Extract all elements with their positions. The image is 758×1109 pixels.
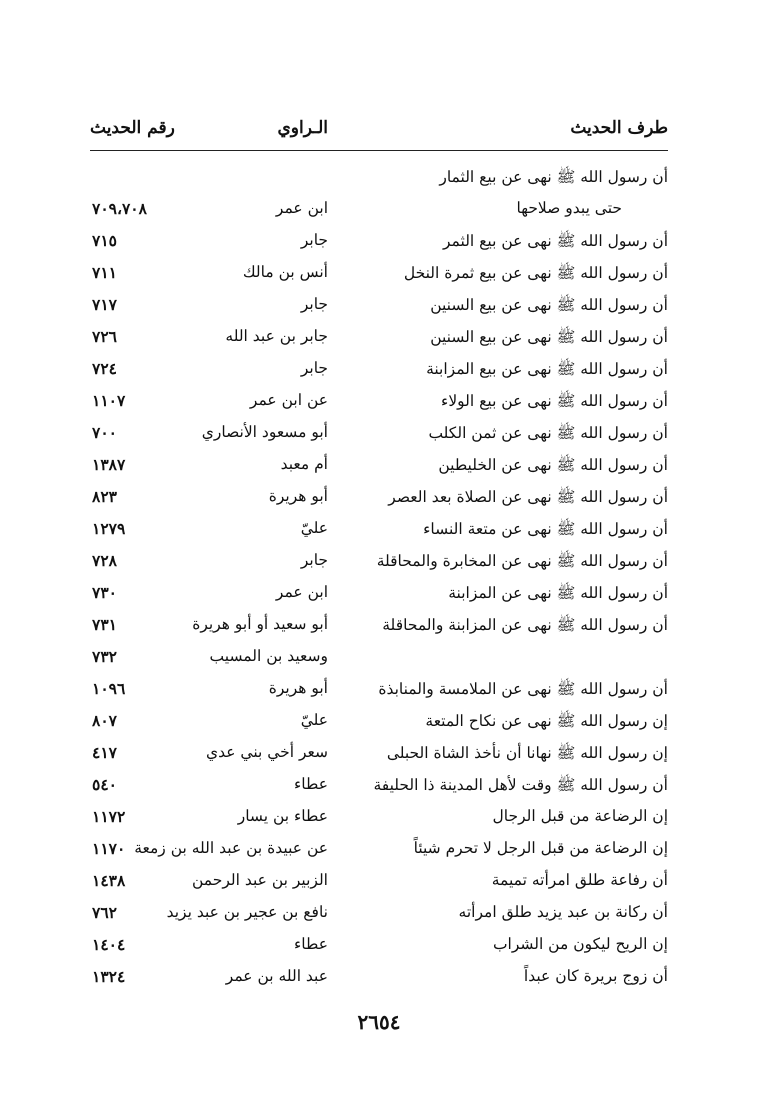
table-row bbox=[90, 163, 668, 195]
narrator-cell: سعر أخي بني عدي bbox=[205, 743, 328, 761]
hadith-tip-cell: أن رسول الله ﷺ نهى عن المخابرة والمحاقلة bbox=[376, 552, 668, 570]
table-row bbox=[90, 899, 668, 931]
hadith-number-cell: ١٢٧٩ bbox=[92, 519, 126, 538]
hadith-tip-cell: أن رسول الله ﷺ نهى عن المزابنة والمحاقلة bbox=[382, 616, 668, 634]
table-row bbox=[90, 835, 668, 867]
table-row bbox=[90, 291, 668, 323]
table-row bbox=[90, 771, 668, 803]
hadith-number-cell: ٧٢٤ bbox=[92, 359, 117, 378]
narrator-cell: عبد الله بن عمر bbox=[225, 967, 328, 985]
hadith-tip-cell: إن الرضاعة من قبل الرجال bbox=[492, 807, 668, 825]
narrator-cell: عطاء بن يسار bbox=[237, 807, 328, 825]
hadith-tip-cell: إن الرضاعة من قبل الرجل لا تحرم شيئاً bbox=[413, 839, 668, 857]
hadith-number-cell: ٧١٥ bbox=[92, 231, 117, 250]
table-row bbox=[90, 643, 668, 675]
narrator-cell: نافع بن عجير بن عبد يزيد bbox=[166, 903, 328, 921]
hadith-number-cell: ٧١٧ bbox=[92, 295, 117, 314]
hadith-number-cell: ٧٠٠ bbox=[92, 423, 117, 442]
header-divider bbox=[90, 150, 668, 151]
hadith-number-cell: ٨٠٧ bbox=[92, 711, 117, 730]
narrator-cell: أنس بن مالك bbox=[242, 263, 328, 281]
hadith-number-cell: ١٤٣٨ bbox=[92, 871, 126, 890]
narrator-cell: جابر bbox=[300, 231, 328, 249]
hadith-number-cell: ٧٢٦ bbox=[92, 327, 117, 346]
narrator-cell: وسعيد بن المسيب bbox=[209, 647, 328, 665]
hadith-tip-cell: أن رسول الله ﷺ نهى عن الخليطين bbox=[438, 456, 668, 474]
table-row bbox=[90, 931, 668, 963]
hadith-number-cell: ١١٧٠ bbox=[92, 839, 126, 858]
hadith-tip-cell: حتى يبدو صلاحها bbox=[516, 199, 622, 217]
hadith-tip-cell: إن الريح ليكون من الشراب bbox=[492, 935, 668, 953]
hadith-number-cell: ١٤٠٤ bbox=[92, 935, 126, 954]
narrator-cell: عن عبيدة بن عبد الله بن زمعة bbox=[134, 839, 328, 857]
table-row bbox=[90, 195, 668, 227]
hadith-tip-cell: أن رسول الله ﷺ نهى عن ثمن الكلب bbox=[428, 424, 668, 442]
page-number: ٢٦٥٤ bbox=[357, 1010, 401, 1034]
hadith-number-cell: ١١٧٢ bbox=[92, 807, 126, 826]
hadith-tip-cell: أن رسول الله ﷺ نهى عن بيع السنين bbox=[430, 296, 668, 314]
hadith-number-cell: ٧٣١ bbox=[92, 615, 117, 634]
table-row bbox=[90, 355, 668, 387]
hadith-tip-cell: أن رسول الله ﷺ نهى عن بيع ثمرة النخل bbox=[403, 264, 668, 282]
narrator-cell: عطاء bbox=[294, 775, 328, 793]
table-row bbox=[90, 547, 668, 579]
hadith-number-cell: ٧١١ bbox=[92, 263, 117, 282]
hadith-tip-cell: إن رسول الله ﷺ نهانا أن نأخذ الشاة الحبلى bbox=[386, 744, 668, 762]
hadith-tip-cell: أن رسول الله ﷺ نهى عن متعة النساء bbox=[423, 520, 668, 538]
narrator-cell: جابر بن عبد الله bbox=[225, 327, 328, 345]
table-header bbox=[90, 112, 668, 148]
narrator-cell: أم معبد bbox=[280, 455, 328, 473]
narrator-cell: أبو مسعود الأنصاري bbox=[201, 423, 328, 441]
table-row bbox=[90, 579, 668, 611]
hadith-tip-cell: أن زوج بريرة كان عبداً bbox=[523, 967, 668, 985]
narrator-cell: الزبير بن عبد الرحمن bbox=[191, 871, 328, 889]
narrator-cell: عطاء bbox=[294, 935, 328, 953]
hadith-number-cell: ٧٣٢ bbox=[92, 647, 117, 666]
table-row bbox=[90, 451, 668, 483]
narrator-cell: جابر bbox=[300, 295, 328, 313]
hadith-tip-cell: أن رسول الله ﷺ نهى عن بيع الثمار bbox=[439, 168, 668, 186]
table-row bbox=[90, 483, 668, 515]
hadith-tip-cell: أن رسول الله ﷺ نهى عن بيع الثمر bbox=[443, 232, 668, 250]
narrator-cell: جابر bbox=[300, 359, 328, 377]
table-row bbox=[90, 739, 668, 771]
table-row bbox=[90, 611, 668, 643]
hadith-tip-cell: إن رسول الله ﷺ نهى عن نكاح المتعة bbox=[425, 712, 668, 730]
hadith-number-cell: ٧٠٩،٧٠٨ bbox=[92, 199, 147, 218]
hadith-tip-cell: أن رسول الله ﷺ وقت لأهل المدينة ذا الحليفة bbox=[373, 776, 668, 794]
table-row bbox=[90, 867, 668, 899]
hadith-number-cell: ٨٢٣ bbox=[92, 487, 117, 506]
hadith-tip-cell: أن ركانة بن عبد يزيد طلق امرأته bbox=[458, 903, 668, 921]
header-hadith-number: رقم الحديث bbox=[90, 118, 175, 138]
narrator-cell: أبو سعيد أو أبو هريرة bbox=[192, 615, 328, 633]
table-row bbox=[90, 675, 668, 707]
hadith-tip-cell: أن رسول الله ﷺ نهى عن بيع المزابنة bbox=[426, 360, 668, 378]
table-row bbox=[90, 515, 668, 547]
table-row bbox=[90, 707, 668, 739]
table-row bbox=[90, 419, 668, 451]
hadith-tip-cell: أن رسول الله ﷺ نهى عن بيع الولاء bbox=[441, 392, 668, 410]
hadith-tip-cell: أن رسول الله ﷺ نهى عن الصلاة بعد العصر bbox=[388, 488, 668, 506]
narrator-cell: ابن عمر bbox=[275, 583, 328, 601]
hadith-tip-cell: أن رسول الله ﷺ نهى عن بيع السنين bbox=[430, 328, 668, 346]
hadith-tip-cell: أن رسول الله ﷺ نهى عن الملامسة والمنابذة bbox=[378, 680, 668, 698]
table-row bbox=[90, 387, 668, 419]
table-row bbox=[90, 259, 668, 291]
table-row bbox=[90, 227, 668, 259]
hadith-number-cell: ١١٠٧ bbox=[92, 391, 126, 410]
narrator-cell: أبو هريرة bbox=[268, 487, 328, 505]
hadith-number-cell: ٧٢٨ bbox=[92, 551, 117, 570]
narrator-cell: جابر bbox=[300, 551, 328, 569]
hadith-number-cell: ١٣٢٤ bbox=[92, 967, 126, 986]
hadith-number-cell: ٤١٧ bbox=[92, 743, 117, 762]
hadith-number-cell: ٥٤٠ bbox=[92, 775, 117, 794]
hadith-number-cell: ١٠٩٦ bbox=[92, 679, 126, 698]
hadith-tip-cell: أن رسول الله ﷺ نهى عن المزابنة bbox=[448, 584, 668, 602]
table-row bbox=[90, 803, 668, 835]
hadith-index-table bbox=[90, 163, 668, 995]
table-row bbox=[90, 323, 668, 355]
hadith-number-cell: ٧٣٠ bbox=[92, 583, 117, 602]
table-row bbox=[90, 963, 668, 995]
hadith-number-cell: ١٣٨٧ bbox=[92, 455, 126, 474]
narrator-cell: أبو هريرة bbox=[268, 679, 328, 697]
hadith-number-cell: ٧٦٢ bbox=[92, 903, 117, 922]
header-narrator: الـراوي bbox=[277, 118, 328, 138]
narrator-cell: عليّ bbox=[300, 711, 328, 729]
narrator-cell: عليّ bbox=[300, 519, 328, 537]
header-hadith-tip: طرف الحديث bbox=[570, 118, 668, 138]
narrator-cell: عن ابن عمر bbox=[249, 391, 328, 409]
hadith-tip-cell: أن رفاعة طلق امرأته تميمة bbox=[491, 871, 668, 889]
narrator-cell: ابن عمر bbox=[275, 199, 328, 217]
